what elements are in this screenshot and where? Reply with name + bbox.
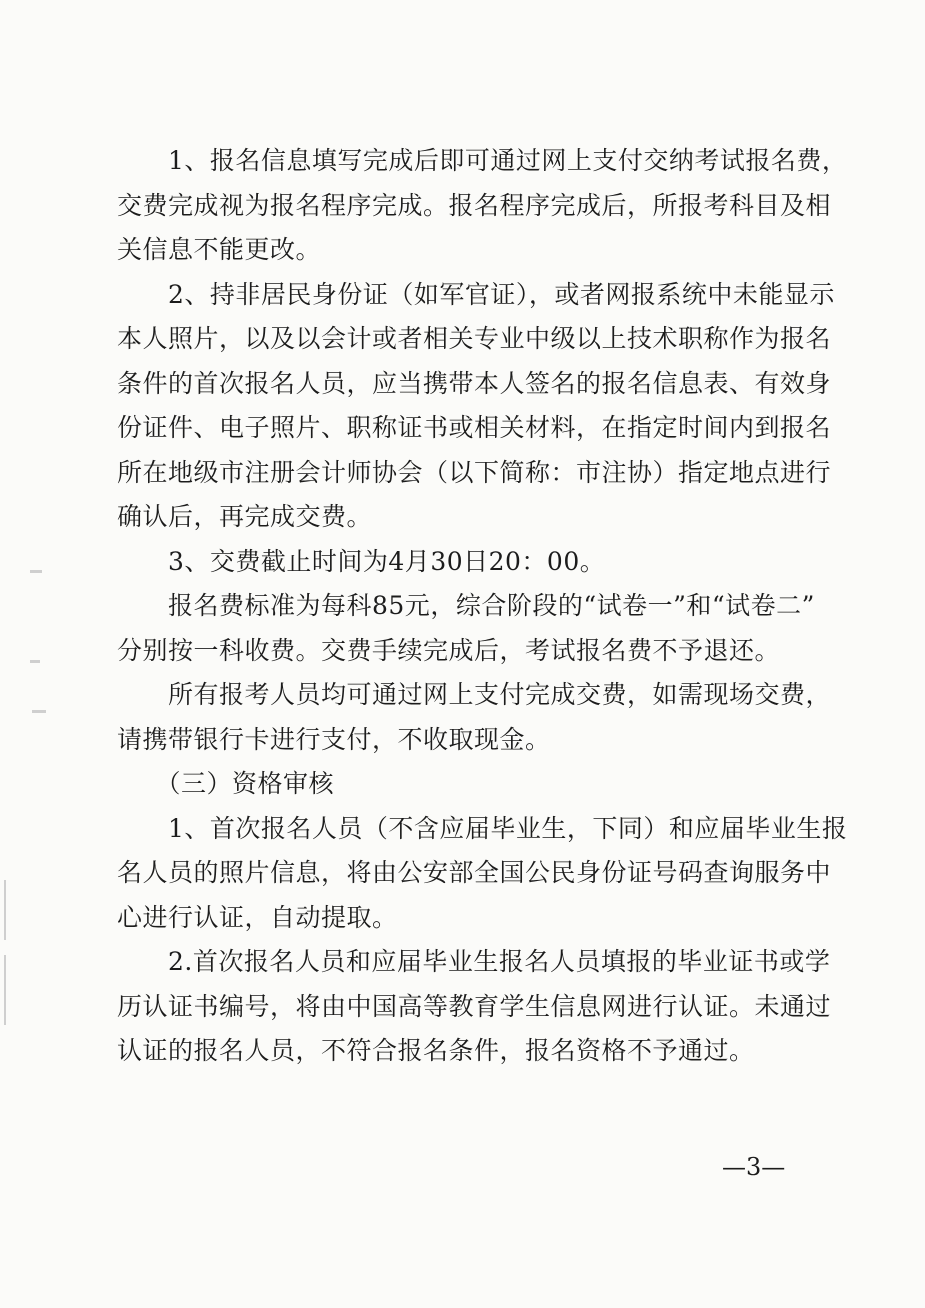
paragraph-line: 2、持非居民身份证（如军官证），或者网报系统中未能显示 [117,279,835,309]
paragraph-line: 请携带银行卡进行支付，不收取现金。 [117,724,551,754]
scan-artifact [30,570,42,573]
document-body [117,139,848,1074]
paragraph-line: 分别按一科收费。交费手续完成后，考试报名费不予退还。 [117,635,781,665]
page-number: —3— [722,1153,786,1181]
paragraph-line: 心进行认证，自动提取。 [117,902,398,932]
paragraph-line: 交费完成视为报名程序完成。报名程序完成后，所报考科目及相 [117,190,832,220]
scan-artifact [4,880,6,940]
paragraph-line: 确认后，再完成交费。 [117,502,373,531]
paragraph-line: 认证的报名人员，不符合报名条件，报名资格不予通过。 [117,1036,755,1065]
paragraph-line: 报名费标准为每科85元，综合阶段的“试卷一”和“试卷二” [117,591,815,620]
paragraph-line: 1、首次报名人员（不含应届毕业生，下同）和应届毕业生报 [117,813,848,843]
paragraph-line: 名人员的照片信息，将由公安部全国公民身份证号码查询服务中 [117,858,832,887]
section-heading: （三）资格审核 [117,769,335,798]
paragraph-line: 条件的首次报名人员，应当携带本人签名的报名信息表、有效身 [117,368,832,398]
paragraph-line: 本人照片，以及以会计或者相关专业中级以上技术职称作为报名 [117,324,832,353]
paragraph-line: 关信息不能更改。 [117,235,322,264]
paragraph-line: 历认证书编号，将由中国高等教育学生信息网进行认证。未通过 [117,991,832,1021]
scan-artifact [4,955,6,1025]
paragraph-line: 所有报考人员均可通过网上支付完成交费，如需现场交费， [117,680,832,709]
paragraph-line: 3、交费截止时间为4月30日20：00。 [117,546,606,576]
paragraph-line: 所在地级市注册会计师协会（以下简称：市注协）指定地点进行 [117,457,832,487]
paragraph-line: 份证件、电子照片、职称证书或相关材料，在指定时间内到报名 [117,413,832,442]
scan-artifact [30,660,40,663]
paragraph-line: 2.首次报名人员和应届毕业生报名人员填报的毕业证书或学 [117,947,831,976]
scan-artifact [32,710,46,713]
paragraph-line: 1、报名信息填写完成后即可通过网上支付交纳考试报名费， [117,146,848,175]
